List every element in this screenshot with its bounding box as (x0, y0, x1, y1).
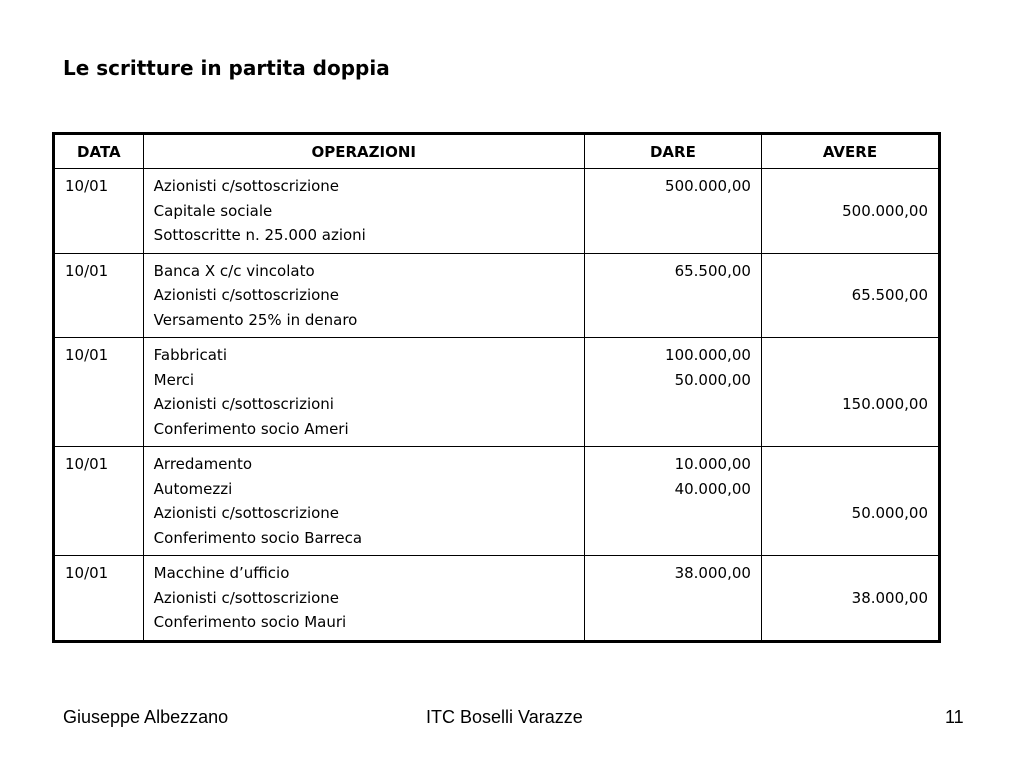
date-cell (54, 253, 144, 338)
date-cell (54, 556, 144, 642)
avere-amount (772, 561, 928, 586)
avere-cell (761, 169, 939, 254)
entry-date: 10/01 (65, 346, 109, 364)
dare-amount (595, 610, 751, 635)
dare-cell (584, 253, 761, 338)
dare-amount (595, 392, 751, 417)
dare-amount (595, 283, 751, 308)
dare-amount: 65.500,00 (674, 261, 751, 280)
avere-amount (772, 368, 928, 393)
operation-line: Arredamento (153, 455, 253, 473)
dare-amount: 10.000,00 (674, 455, 751, 473)
dare-amount (595, 417, 751, 442)
entry-date: 10/01 (65, 177, 109, 195)
dare-amount: 50.000,00 (674, 370, 751, 389)
avere-amount (772, 452, 928, 477)
operation-line: Azionisti c/sottoscrizioni (153, 395, 334, 413)
avere-cell (761, 447, 939, 556)
avere-amount (772, 174, 928, 199)
entry-date: 10/01 (65, 455, 109, 473)
operation-cell (143, 447, 584, 556)
operation-line: Fabbricati (153, 346, 227, 364)
header-data: DATA (54, 134, 144, 169)
avere-amount (772, 343, 928, 368)
operation-line: Conferimento socio Barreca (153, 528, 363, 547)
avere-amount (772, 308, 928, 333)
dare-cell (584, 338, 761, 447)
dare-amount: 100.000,00 (665, 346, 751, 364)
header-operazioni: OPERAZIONI (143, 134, 584, 169)
operation-line: Banca X c/c vincolato (153, 261, 315, 280)
table-header-row (54, 134, 940, 169)
date-cell (54, 447, 144, 556)
operation-cell (143, 556, 584, 642)
operation-cell (143, 338, 584, 447)
table-row (54, 338, 940, 447)
table-row (54, 556, 940, 642)
avere-amount (772, 223, 928, 248)
dare-cell (584, 169, 761, 254)
dare-amount: 500.000,00 (665, 177, 751, 195)
date-cell (54, 338, 144, 447)
operation-line: Macchine d’ufficio (153, 564, 290, 582)
operation-line: Azionisti c/sottoscrizione (153, 504, 340, 522)
operation-line: Sottoscritte n. 25.000 azioni (153, 226, 366, 244)
avere-amount: 38.000,00 (851, 588, 928, 607)
dare-amount (595, 526, 751, 551)
dare-amount: 38.000,00 (674, 564, 751, 582)
operation-cell (143, 253, 584, 338)
date-cell (54, 169, 144, 254)
avere-amount (772, 259, 928, 284)
operation-line: Conferimento socio Mauri (153, 613, 347, 631)
page-number: 11 (945, 707, 964, 727)
avere-amount: 150.000,00 (842, 395, 928, 413)
table-row (54, 169, 940, 254)
table-row (54, 253, 940, 338)
header-avere: AVERE (761, 134, 939, 169)
avere-cell (761, 556, 939, 642)
dare-amount (595, 199, 751, 224)
dare-cell (584, 556, 761, 642)
operation-line: Azionisti c/sottoscrizione (153, 177, 340, 195)
avere-amount: 65.500,00 (851, 286, 928, 304)
header-dare: DARE (584, 134, 761, 169)
slide-title: Le scritture in partita doppia (63, 56, 390, 80)
footer-school: ITC Boselli Varazze (426, 707, 583, 727)
dare-amount: 40.000,00 (674, 479, 751, 498)
operation-cell (143, 169, 584, 254)
avere-amount (772, 477, 928, 502)
dare-amount (595, 223, 751, 248)
dare-amount (595, 308, 751, 333)
avere-amount: 500.000,00 (842, 201, 928, 220)
operation-line: Conferimento socio Ameri (153, 419, 349, 438)
operation-line: Azionisti c/sottoscrizione (153, 286, 340, 304)
operation-line: Versamento 25% in denaro (153, 310, 358, 329)
dare-amount (595, 586, 751, 611)
avere-amount (772, 526, 928, 551)
avere-amount: 50.000,00 (851, 504, 928, 522)
operation-line: Azionisti c/sottoscrizione (153, 588, 340, 607)
avere-amount (772, 417, 928, 442)
table-row (54, 447, 940, 556)
entry-date: 10/01 (65, 564, 109, 582)
dare-cell (584, 447, 761, 556)
dare-amount (595, 501, 751, 526)
journal-table (52, 132, 941, 643)
operation-line: Automezzi (153, 479, 233, 498)
avere-amount (772, 610, 928, 635)
journal-body (54, 169, 940, 642)
operation-line: Merci (153, 370, 195, 389)
footer-author: Giuseppe Albezzano (63, 707, 229, 727)
avere-cell (761, 338, 939, 447)
entry-date: 10/01 (65, 261, 109, 280)
avere-cell (761, 253, 939, 338)
operation-line: Capitale sociale (153, 201, 273, 220)
